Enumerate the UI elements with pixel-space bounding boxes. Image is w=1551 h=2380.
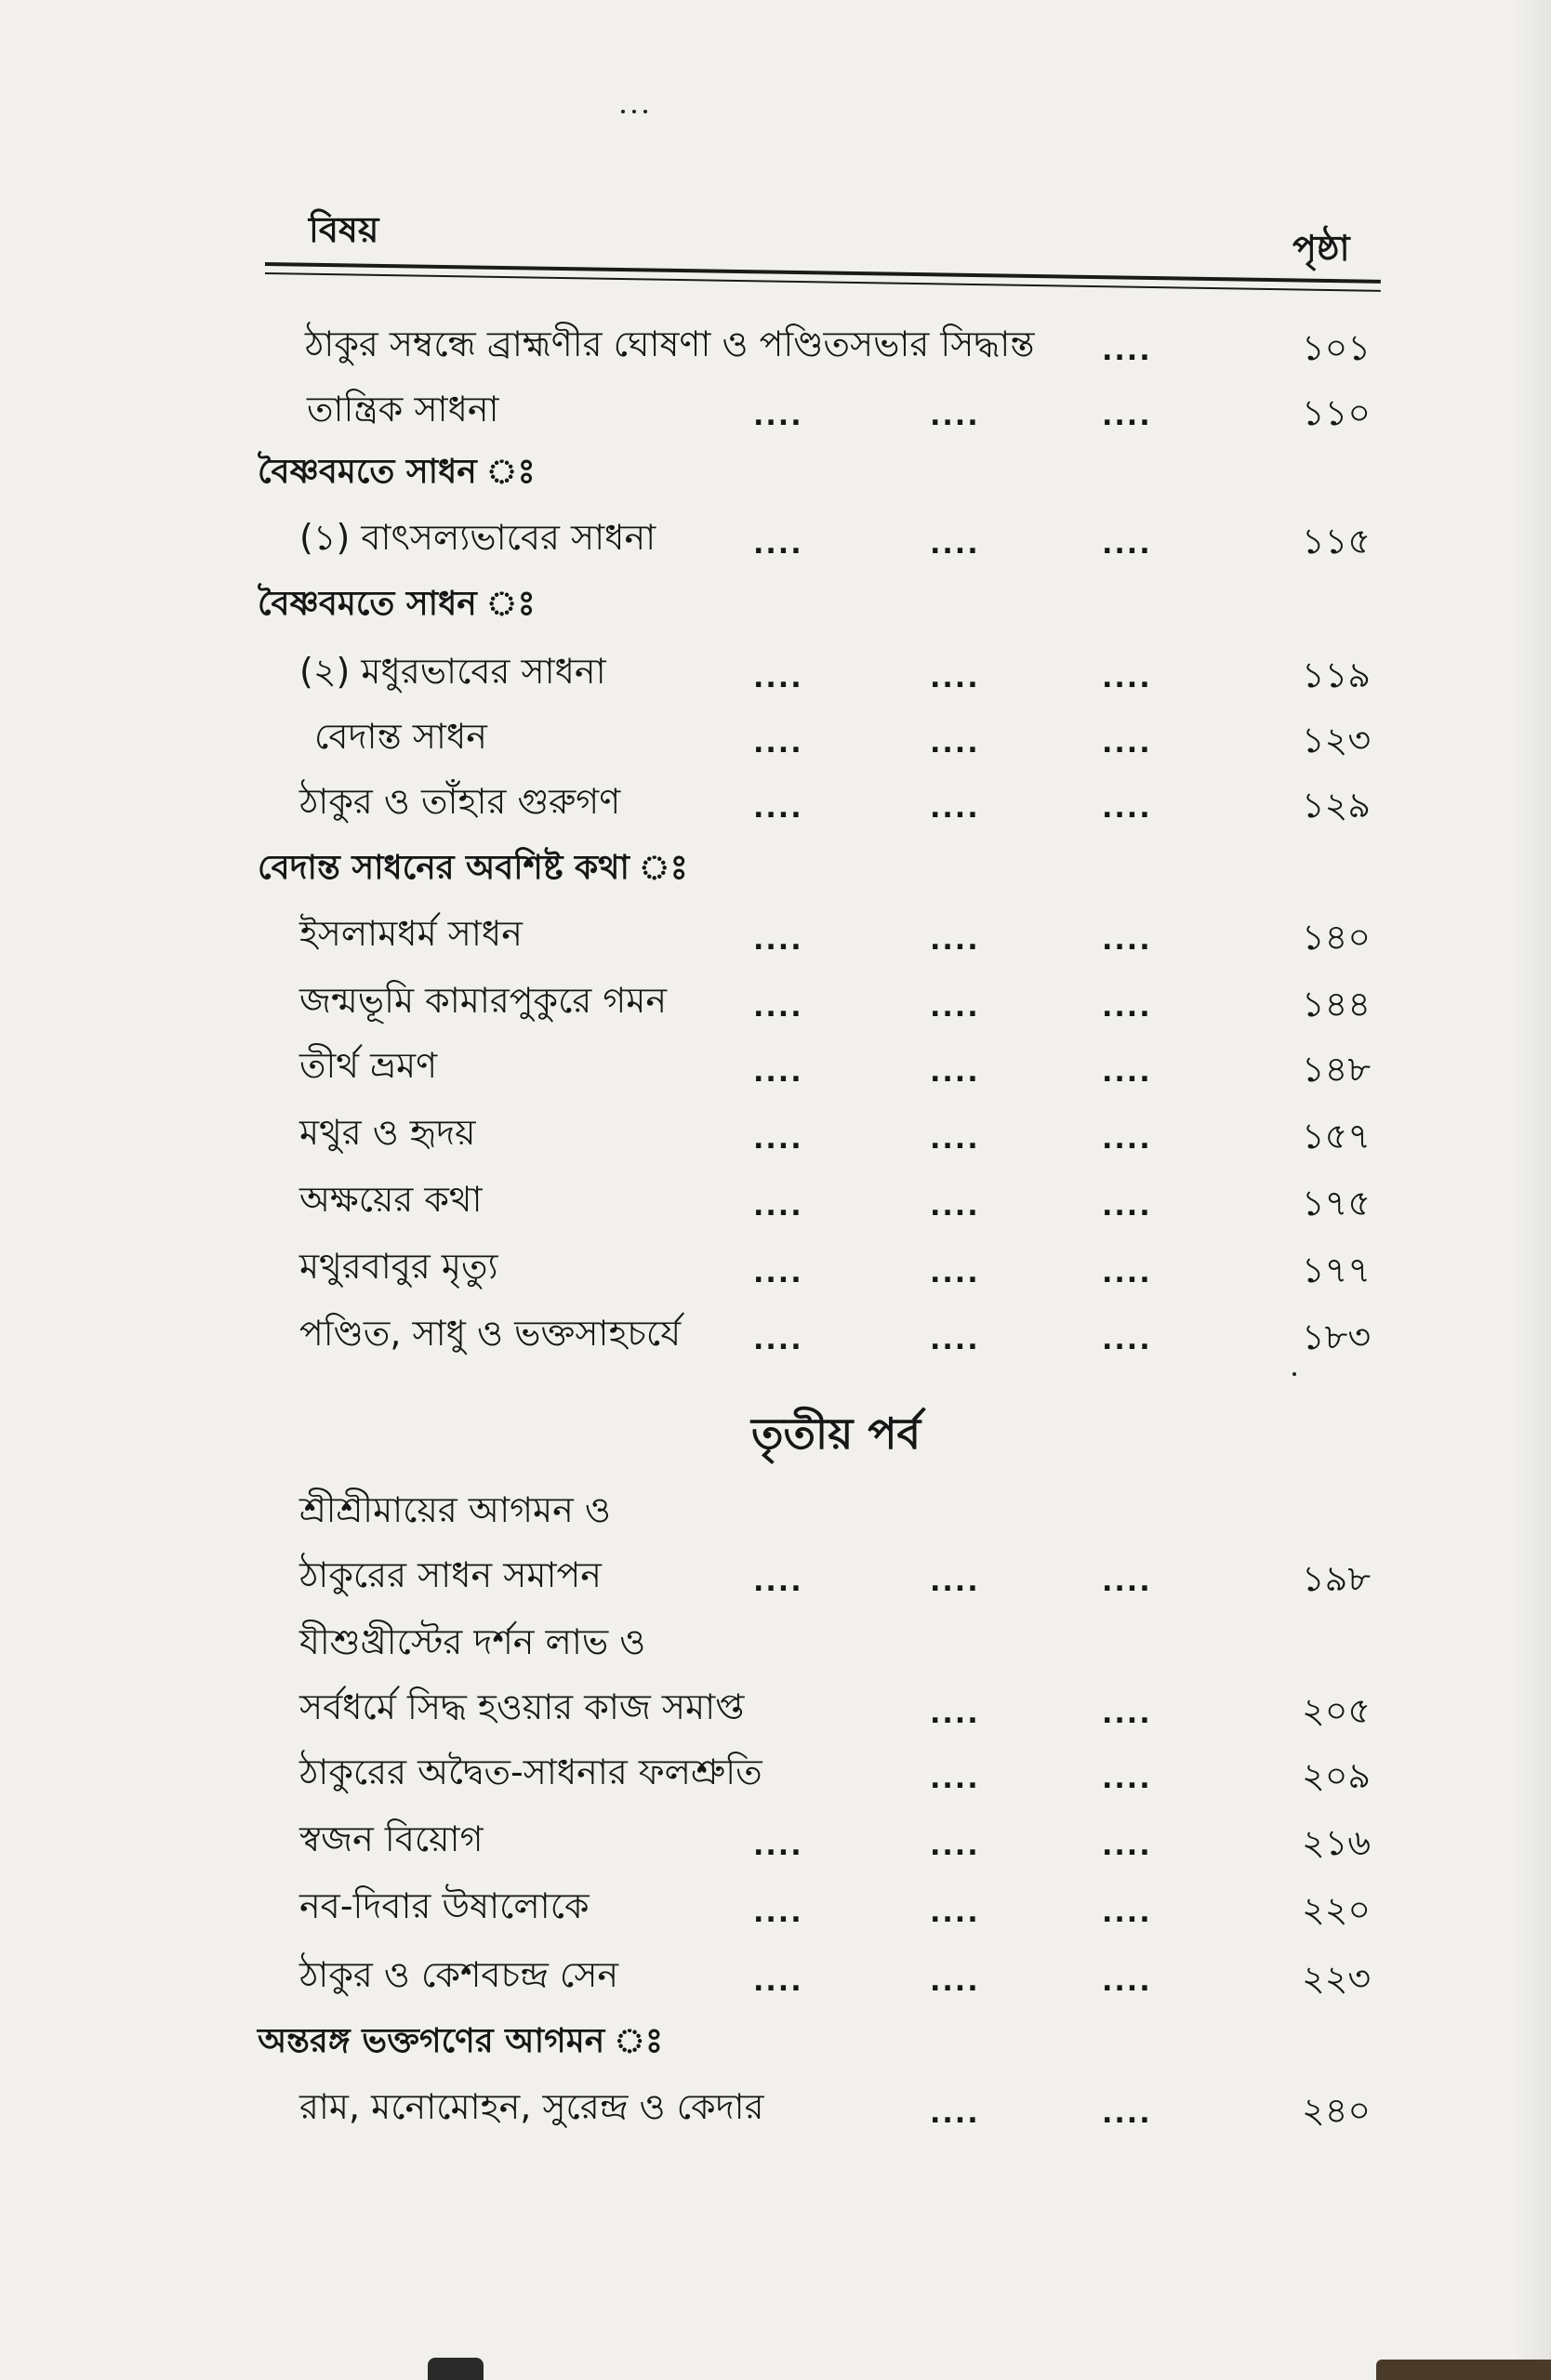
toc-entry-page: ১২৯: [1302, 785, 1372, 826]
toc-entry-title: অক্ষয়ের কথা: [299, 1179, 483, 1220]
toc-entry-title: ইসলামধর্ম সাধন: [299, 913, 523, 954]
leader-dots: ....: [930, 1056, 980, 1089]
section-heading: অন্তরঙ্গ ভক্তগণের আগমন ঃ: [258, 2022, 664, 2060]
leader-dots: ....: [1102, 991, 1152, 1024]
leader-dots: ....: [930, 1123, 980, 1156]
leader-dots: ....: [930, 1763, 980, 1795]
toc-entry-page: ১১৫: [1302, 521, 1371, 562]
leader-dots: ....: [930, 1897, 980, 1929]
leader-dots: ....: [930, 792, 980, 825]
toc-entry: [0, 381, 1551, 437]
leader-dots: ....: [1102, 1257, 1152, 1289]
leader-dots: ....: [1102, 1324, 1152, 1356]
toc-entry-title: রাম, মনোমোহন, সুরেন্দ্র ও কেদার: [299, 2086, 764, 2127]
leader-dots: ....: [753, 991, 803, 1024]
toc-entry-title: শ্রীশ্রীমায়ের আগমন ও: [299, 1489, 611, 1530]
leader-dots: ....: [1102, 1123, 1152, 1156]
toc-entry-page: ২৪০: [1302, 2090, 1372, 2131]
leader-dots: ....: [930, 1190, 980, 1223]
toc-entry-page: ২১৬: [1302, 1822, 1372, 1863]
leader-dots: ....: [930, 1257, 980, 1289]
leader-dots: ....: [1102, 792, 1152, 825]
leader-dots: ....: [930, 1830, 980, 1862]
toc-entry-page: ১৫৭: [1302, 1116, 1372, 1157]
toc-entry: [0, 2079, 1551, 2135]
column-header-page: পৃষ্ঠা: [1292, 228, 1350, 269]
toc-entry-page: ১২৩: [1302, 720, 1372, 760]
toc-entry-page: ২০৫: [1302, 1690, 1372, 1731]
leader-dots: ....: [1102, 528, 1152, 561]
toc-entry-page: ১৪৮: [1302, 1049, 1371, 1090]
leader-dots: ....: [753, 1965, 803, 1998]
toc-entry-title: সর্বধর্মে সিদ্ধ হওয়ার কাজ সমাপ্ত: [299, 1686, 745, 1727]
print-speck: [621, 110, 625, 113]
toc-entry: [0, 774, 1551, 829]
leader-dots: ....: [1102, 1056, 1152, 1089]
toc-entry-title: মথুরবাবুর মৃত্যু: [299, 1246, 498, 1287]
leader-dots: ....: [753, 1190, 803, 1223]
leader-dots: ....: [1102, 1897, 1152, 1929]
toc-entry-page: ১৪০: [1302, 917, 1372, 958]
toc-entry-title: বেদান্ত সাধন: [314, 716, 487, 757]
leader-dots: ....: [1102, 400, 1152, 432]
toc-entry: [0, 1744, 1551, 1800]
toc-entry-page: ১৪৪: [1302, 984, 1371, 1025]
leader-dots: ....: [753, 924, 803, 957]
part-title: তৃতীয় পর্ব: [751, 1408, 921, 1459]
leader-dots: ....: [753, 1897, 803, 1929]
page-edge-shadow: [1514, 0, 1551, 2380]
toc-entry: [0, 1305, 1551, 1361]
leader-dots: ....: [1102, 1763, 1152, 1795]
leader-dots: ....: [930, 991, 980, 1024]
leader-dots: ....: [930, 1566, 980, 1598]
toc-entry-title: স্বজন বিয়োগ: [299, 1818, 484, 1859]
header-rule: [265, 262, 1381, 284]
column-header-subject: বিষয়: [309, 209, 379, 250]
toc-entry-page: ১৮৩: [1302, 1316, 1372, 1357]
leader-dots: ....: [930, 2097, 980, 2130]
leader-dots: ....: [753, 662, 803, 694]
toc-entry-title: নব-দিবার উষালোকে: [299, 1885, 590, 1926]
leader-dots: ....: [753, 792, 803, 825]
section-heading: বেদান্ত সাধনের অবশিষ্ট কথা ঃ: [258, 849, 688, 887]
toc-entry-title: ঠাকুর ও কেশবচন্দ্র সেন: [299, 1954, 619, 1995]
leader-dots: ....: [1102, 1965, 1152, 1998]
leader-dots: ....: [753, 1257, 803, 1289]
toc-entry-title: তীর্থ ভ্রমণ: [299, 1045, 438, 1086]
header-rule-thin: [265, 272, 1381, 292]
leader-dots: ....: [1102, 335, 1152, 367]
leader-dots: ....: [930, 528, 980, 561]
leader-dots: ....: [930, 662, 980, 694]
toc-entry-title: ঠাকুর ও তাঁহার গুরুগণ: [299, 781, 621, 822]
toc-entry-page: ২২০: [1302, 1889, 1372, 1930]
leader-dots: ....: [753, 528, 803, 561]
toc-entry-page: ১০১: [1302, 327, 1372, 368]
section-heading: বৈষ্ণবমতে সাধন ঃ: [258, 453, 536, 491]
print-speck: [632, 110, 636, 113]
toc-entry: [0, 1547, 1551, 1603]
scan-artifact: [1376, 2360, 1551, 2380]
leader-dots: ....: [753, 1324, 803, 1356]
leader-dots: ....: [753, 1056, 803, 1089]
toc-entry: [0, 1878, 1551, 1934]
scan-artifact: [428, 2358, 484, 2380]
leader-dots: ....: [753, 727, 803, 760]
leader-dots: ....: [930, 1324, 980, 1356]
toc-entry-title: তান্ত্রিক সাধনা: [307, 389, 499, 430]
toc-entry: [0, 1811, 1551, 1867]
toc-entry: [0, 708, 1551, 764]
leader-dots: ....: [930, 924, 980, 957]
toc-entry-page: ২০৯: [1302, 1755, 1372, 1796]
section-heading: বৈষ্ণবমতে সাধন ঃ: [258, 585, 536, 623]
toc-entry: [0, 1171, 1551, 1227]
toc-entry: [0, 1947, 1551, 2003]
toc-entry-title: মথুর ও হৃদয়: [299, 1112, 476, 1153]
toc-entry: [0, 1104, 1551, 1160]
toc-entry-page: ১৭৫: [1302, 1183, 1372, 1223]
leader-dots: ....: [1102, 1698, 1152, 1730]
leader-dots: ....: [1102, 924, 1152, 957]
toc-entry: [0, 1038, 1551, 1093]
leader-dots: ....: [930, 400, 980, 432]
toc-entry-title: (২) মধুরভাবের সাধনা: [299, 651, 606, 692]
leader-dots: ....: [1102, 662, 1152, 694]
leader-dots: ....: [1102, 1190, 1152, 1223]
toc-entry-title: ঠাকুর সম্বন্ধে ব্রাহ্মণীর ঘোষণা ও পণ্ডিতসভার সিদ্ধান্ত: [305, 324, 1035, 364]
toc-entry: [0, 1679, 1551, 1735]
toc-entry-page: ১১০: [1302, 392, 1372, 433]
toc-entry: [0, 906, 1551, 961]
toc-entry: [0, 972, 1551, 1028]
leader-dots: ....: [753, 1123, 803, 1156]
toc-entry-title: ঠাকুরের অদ্বৈত-সাধনার ফলশ্রুতি: [299, 1752, 762, 1792]
leader-dots: ....: [930, 727, 980, 760]
toc-entry-page: ২২৩: [1302, 1958, 1372, 1999]
toc-entry-title: যীশুখ্রীস্টের দর্শন লাভ ও: [299, 1621, 646, 1662]
leader-dots: ....: [930, 1965, 980, 1998]
toc-entry: [0, 316, 1551, 372]
print-speck: [1292, 1372, 1296, 1376]
leader-dots: ....: [1102, 2097, 1152, 2130]
leader-dots: ....: [753, 400, 803, 432]
toc-entry-title: জন্মভূমি কামারপুকুরে গমন: [299, 980, 668, 1021]
leader-dots: ....: [1102, 727, 1152, 760]
print-speck: [643, 110, 647, 113]
leader-dots: ....: [1102, 1830, 1152, 1862]
toc-entry: [0, 1482, 1551, 1538]
toc-entry: [0, 509, 1551, 565]
toc-entry-title: ঠাকুরের সাধন সমাপন: [299, 1554, 602, 1595]
toc-entry-page: ১১৯: [1302, 654, 1371, 695]
leader-dots: ....: [930, 1698, 980, 1730]
toc-entry-page: ১৯৮: [1302, 1558, 1371, 1599]
toc-entry-title: পণ্ডিত, সাধু ও ভক্তসাহচর্যে: [299, 1313, 682, 1354]
toc-entry-title: (১) বাৎসল্যভাবের সাধনা: [299, 517, 656, 558]
leader-dots: ....: [753, 1830, 803, 1862]
leader-dots: ....: [1102, 1566, 1152, 1598]
toc-entry-page: ১৭৭: [1302, 1250, 1372, 1290]
leader-dots: ....: [753, 1566, 803, 1598]
toc-entry: [0, 643, 1551, 699]
toc-entry: [0, 1238, 1551, 1294]
toc-entry: [0, 1614, 1551, 1670]
